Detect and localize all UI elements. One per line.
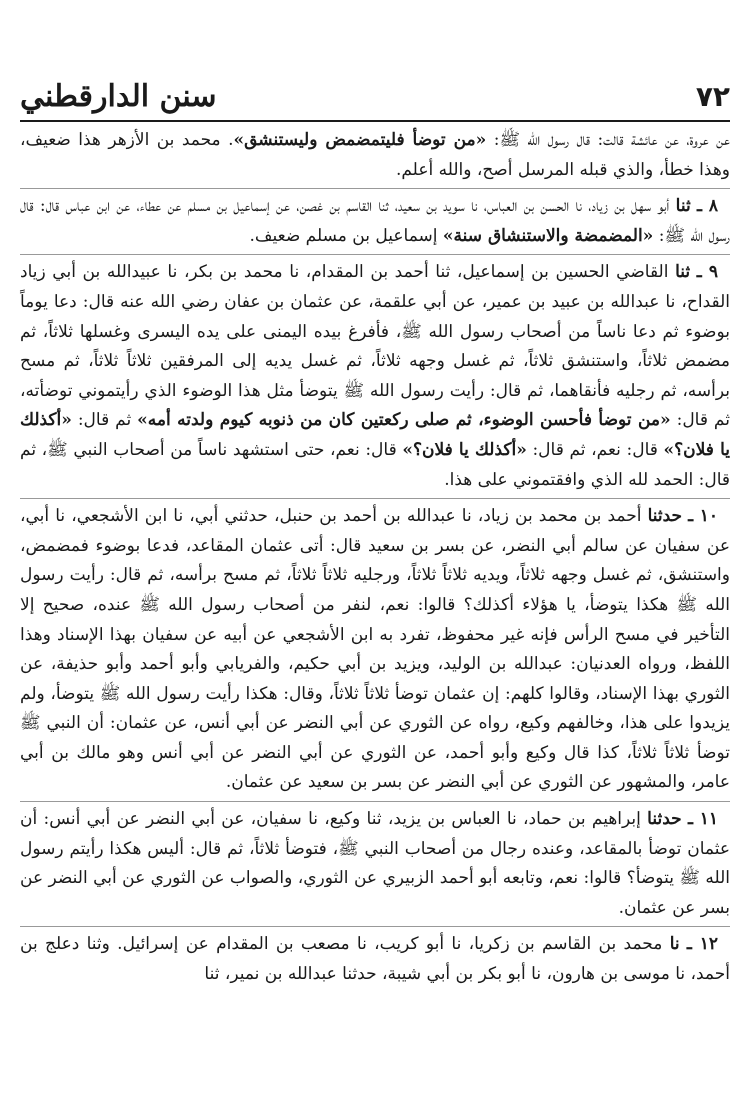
hadith-separator bbox=[20, 498, 730, 499]
hadith-separator bbox=[20, 801, 730, 802]
page-body bbox=[20, 126, 730, 990]
text-run: إسماعيل بن مسلم ضعيف. bbox=[249, 225, 443, 246]
transmission-lead: ثنا bbox=[675, 196, 691, 217]
hadith-paragraph bbox=[20, 258, 730, 495]
text-run: محمد بن القاسم بن زكريا، نا أبو كريب، نا مصعب بن المقدام عن إسرائيل. وثنا دعلج بن أحمد، نا موسى بن هارون، نا أبو بكر بن أبي شيبة، حدثنا عبدالله بن نمير، ثنا bbox=[20, 934, 730, 985]
quoted-hadith-text: «المضمضة والاستنشاق سنة» bbox=[442, 225, 654, 246]
hadith-number: ٨ ـ bbox=[697, 196, 718, 217]
hadith-paragraph bbox=[20, 930, 730, 989]
hadith-paragraph bbox=[20, 805, 730, 923]
text-run: أبو سهل بن زياد، نا الحسن بن العباس، نا سويد بن سعيد، ثنا القاسم بن غصن، عن إسماعيل بن مسلم عن عطاء، عن ابن عباس قال: قال رسول الله ﷺ: bbox=[20, 196, 730, 246]
hadith-number: ١١ ـ bbox=[687, 809, 718, 830]
hadith-number: ١٢ ـ bbox=[686, 934, 718, 955]
quoted-hadith-text: «أكذلك يا فلان؟» bbox=[402, 439, 527, 460]
page-number: ٧٢ bbox=[695, 79, 730, 113]
text-run: . محمد بن الأزهر هذا ضعيف، وهذا خطأ، والذي قبله المرسل أصح، والله أعلم. bbox=[20, 130, 730, 180]
text-run: عن عروة، عن عائشة قالت: قال رسول الله ﷺ: bbox=[486, 130, 730, 150]
hadith-separator bbox=[20, 254, 730, 255]
quoted-hadith-text: «من توضأ فليتمضمض وليستنشق» bbox=[233, 130, 487, 150]
text-run: ثم قال: bbox=[71, 410, 138, 431]
running-head bbox=[20, 70, 730, 122]
transmission-lead: نا bbox=[669, 934, 680, 955]
text-run: إبراهيم بن حماد، نا العباس بن يزيد، ثنا وكيع، نا سفيان، عن أبي النضر عن أبي أنس: أن عثمان توضأ بالمقاعد، وعنده رجال من أصحاب النبي ﷺ، فتوضأ ثلاثاً، ثم قال: أليس هكذا رأيتم رسول الله ﷺ يتوضأ؟ قالوا: نعم، وتابعه أبو أحمد الزبيري عن الثوري، والصواب عن الثوري عن أبي النضر عن بسر عن عثمان. bbox=[20, 809, 730, 918]
text-run: قال: نعم، حتى استشهد ناساً من أصحاب النبي ﷺ، ثم قال: الحمد لله الذي وافقتموني على هذا. bbox=[20, 439, 730, 490]
book-title: سنن الدارقطني bbox=[20, 78, 217, 114]
hadith-number: ٩ ـ bbox=[696, 262, 718, 283]
transmission-lead: حدثنا bbox=[647, 506, 683, 527]
text-run: قال: نعم، ثم قال: bbox=[526, 439, 664, 460]
transmission-lead: حدثنا bbox=[647, 809, 682, 830]
quoted-hadith-text: «أكذلك يا فلان؟» bbox=[20, 410, 730, 460]
header-rule bbox=[20, 120, 730, 122]
hadith-separator bbox=[20, 926, 730, 927]
hadith-separator bbox=[20, 188, 730, 189]
hadith-paragraph bbox=[20, 192, 730, 251]
hadith-paragraph bbox=[20, 502, 730, 798]
hadith-paragraph bbox=[20, 126, 730, 185]
text-run: أحمد بن محمد بن زياد، نا عبدالله بن أحمد بن حنبل، حدثني أبي، نا ابن الأشجعي، نا أبي، عن سفيان عن سالم أبي النضر، عن بسر بن سعيد قال: أتى عثمان المقاعد، فدعا بوضوء فمضمض، واستنشق، ثم غسل وجهه ثلاثاً، ويديه ثلاثاً ثلاثاً، ورجليه ثلاثاً ثلاثاً، ثم مسح برأسه، ثم قال: رأيت رسول الله ﷺ هكذا يتوضأ، يا هؤلاء أكذلك؟ قالوا: نعم، لنفر من أصحاب رسول الله ﷺ عنده، صحيح إلا التأخير في مسح الرأس فإنه غير محفوظ، تفرد به ابن الأشجعي عن أبيه عن سفيان بهذا الإسناد وهذا اللفظ، ورواه العدنيان: عبدالله بن الوليد، ويزيد بن أبي حكيم، والفريابي وأبو أحمد وأبو حذيفة، عن الثوري بهذا الإسناد، وقالوا كلهم: إن عثمان توضأ ثلاثاً ثلاثاً، وقال: هكذا رأيت رسول الله ﷺ يتوضأ، ولم يزيدوا على هذا، وخالفهم وكيع، رواه عن الثوري عن أبي النضر عن أبي أنس، عن عثمان: أن النبي ﷺ توضأ ثلاثاً ثلاثاً، كذا قال وكيع وأبو أحمد، عن الثوري عن أبي النضر عن أبي أنس وهو مالك بن أبي عامر، والمشهور عن الثوري عن أبي النضر عن بسر بن سعيد عن عثمان. bbox=[20, 506, 730, 793]
text-run: القاضي الحسين بن إسماعيل، ثنا أحمد بن المقدام، نا محمد بن بكر، نا عبيدالله بن أبي زياد القداح، نا عبدالله بن عبيد بن عمير، عن أبي علقمة، عن عثمان بن عفان رضي الله عنه قال: دعا يوماً بوضوء ثم دعا ناساً من أصحاب رسول الله ﷺ، فأفرغ بيده اليمنى على يده اليسرى وغسلها ثلاثاً، ثم مضمض ثلاثاً، واستنشق ثلاثاً، ثم غسل وجهه ثلاثاً، ثم غسل يديه إلى المرفقين ثلاثاً ثلاثاً، ثم مسح برأسه، ثم رجليه فأنقاهما، ثم قال: رأيت رسول الله ﷺ يتوضأ مثل هذا الوضوء الذي رأيتموني توضأته، ثم قال: bbox=[20, 262, 730, 431]
transmission-lead: ثنا bbox=[675, 262, 691, 283]
quoted-hadith-text: «من توضأ فأحسن الوضوء، ثم صلى ركعتين كان من ذنوبه كيوم ولدته أمه» bbox=[137, 410, 671, 431]
hadith-number: ١٠ ـ bbox=[688, 506, 718, 527]
